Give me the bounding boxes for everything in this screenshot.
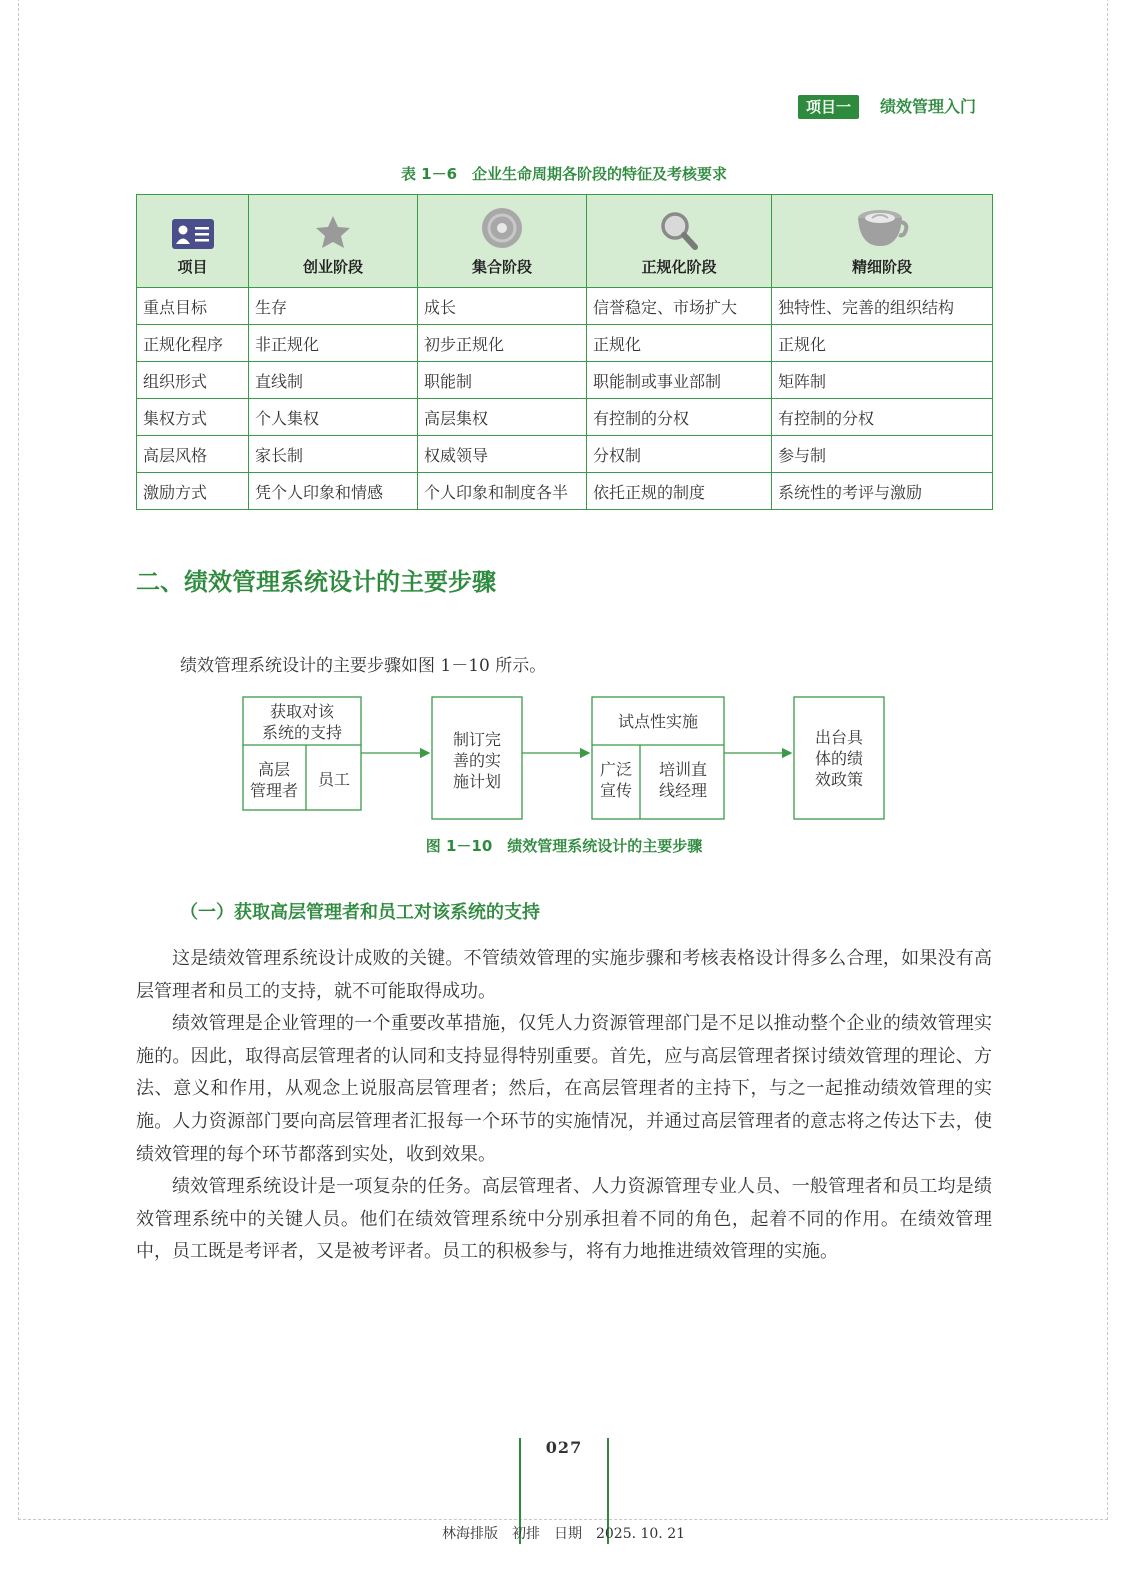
table-cell: 成长 xyxy=(418,288,587,325)
table-cell: 凭个人印象和情感 xyxy=(249,473,418,510)
paragraph: 绩效管理是企业管理的一个重要改革措施，仅凭人力资源管理部门是不足以推动整个企业的绩效管理实施的。因此，取得高层管理者的认同和支持显得特别重要。首先，应与高层管理者探讨绩效管理的理论、方法、意义和作用，从观念上说服高层管理者；然后，在高层管理者的主持下，与之一起推动绩效管理的实施。人力资源部门要向高层管理者汇报每一个环节的实施情况，并通过高层管理者的意志将之传达下去，使绩效管理的每个环节都落到实处，收到效果。 xyxy=(136,1013,992,1165)
table-cell: 集权方式 xyxy=(137,399,249,436)
flow-text: 制订完 xyxy=(452,730,502,749)
table-cell: 系统性的考评与激励 xyxy=(772,473,993,510)
flow-text: 管理者 xyxy=(249,781,299,800)
table-cell: 职能制或事业部制 xyxy=(587,362,772,399)
header-label: 集合阶段 xyxy=(471,258,532,276)
page-number: 027 xyxy=(545,1438,583,1457)
table-cell: 直线制 xyxy=(249,362,418,399)
table-cell: 组织形式 xyxy=(137,362,249,399)
table-cell: 正规化程序 xyxy=(137,325,249,362)
table-cell: 初步正规化 xyxy=(418,325,587,362)
table-cell: 职能制 xyxy=(418,362,587,399)
table-cell: 家长制 xyxy=(249,436,418,473)
body-text xyxy=(136,943,992,1269)
table-cell: 正规化 xyxy=(587,325,772,362)
table-cell: 矩阵制 xyxy=(772,362,993,399)
flow-text: 获取对该 xyxy=(269,702,335,721)
flow-text: 广泛 xyxy=(599,760,633,779)
paragraph: 这是绩效管理系统设计成败的关键。不管绩效管理的实施步骤和考核表格设计得多么合理，如果没有高层管理者和员工的支持，就不可能取得成功。 xyxy=(136,948,992,1002)
table-cell: 生存 xyxy=(249,288,418,325)
header-label: 精细阶段 xyxy=(851,258,912,276)
flow-text: 出台具 xyxy=(814,728,864,747)
chapter-tag: 项目一 xyxy=(798,95,859,119)
flow-text: 培训直 xyxy=(658,760,708,779)
table-cell: 依托正规的制度 xyxy=(587,473,772,510)
chapter-title: 绩效管理入门 xyxy=(880,97,977,116)
header-label: 正规化阶段 xyxy=(641,258,717,276)
flow-text: 体的绩 xyxy=(814,749,864,768)
flow-text: 效政策 xyxy=(814,770,864,789)
footer-note: 林海排版 初排 日期 2025. 10. 21 xyxy=(441,1526,686,1542)
table-cell: 个人印象和制度各半 xyxy=(418,473,587,510)
paragraph: 绩效管理系统设计是一项复杂的任务。高层管理者、人力资源管理专业人员、一般管理者和员工均是绩效管理系统中的关键人员。他们在绩效管理系统中分别承担着不同的角色，起着不同的作用。在绩效管理中，员工既是考评者，又是被考评者。员工的积极参与，将有力地推进绩效管理的实施。 xyxy=(136,1176,992,1263)
table-cell: 激励方式 xyxy=(137,473,249,510)
flow-text: 试点性实施 xyxy=(617,712,699,731)
table-cell: 正规化 xyxy=(772,325,993,362)
flow-text: 宣传 xyxy=(599,781,633,800)
table-cell: 权威领导 xyxy=(418,436,587,473)
table-cell: 个人集权 xyxy=(249,399,418,436)
table-cell: 非正规化 xyxy=(249,325,418,362)
table-cell: 有控制的分权 xyxy=(772,399,993,436)
table-cell: 有控制的分权 xyxy=(587,399,772,436)
table-cell: 高层风格 xyxy=(137,436,249,473)
table-cell: 独特性、完善的组织结构 xyxy=(772,288,993,325)
flow-text: 系统的支持 xyxy=(261,723,343,742)
section-heading: 二、绩效管理系统设计的主要步骤 xyxy=(136,568,496,596)
table-caption: 表 1－6 企业生命周期各阶段的特征及考核要求 xyxy=(400,165,728,183)
header-label: 创业阶段 xyxy=(302,258,363,276)
header-label: 项目 xyxy=(177,258,208,276)
table-cell: 分权制 xyxy=(587,436,772,473)
flow-text: 施计划 xyxy=(452,772,502,791)
table-cell: 高层集权 xyxy=(418,399,587,436)
flow-text: 员工 xyxy=(317,770,351,789)
table-cell: 参与制 xyxy=(772,436,993,473)
table-cell: 信誉稳定、市场扩大 xyxy=(587,288,772,325)
flow-text: 高层 xyxy=(257,760,291,779)
flow-text: 善的实 xyxy=(452,751,502,770)
flow-text: 线经理 xyxy=(658,781,708,800)
section-intro: 绩效管理系统设计的主要步骤如图 1－10 所示。 xyxy=(180,656,547,676)
subsection-heading: （一）获取高层管理者和员工对该系统的支持 xyxy=(180,902,540,923)
table-cell: 重点目标 xyxy=(137,288,249,325)
figure-caption: 图 1－10 绩效管理系统设计的主要步骤 xyxy=(425,837,703,855)
